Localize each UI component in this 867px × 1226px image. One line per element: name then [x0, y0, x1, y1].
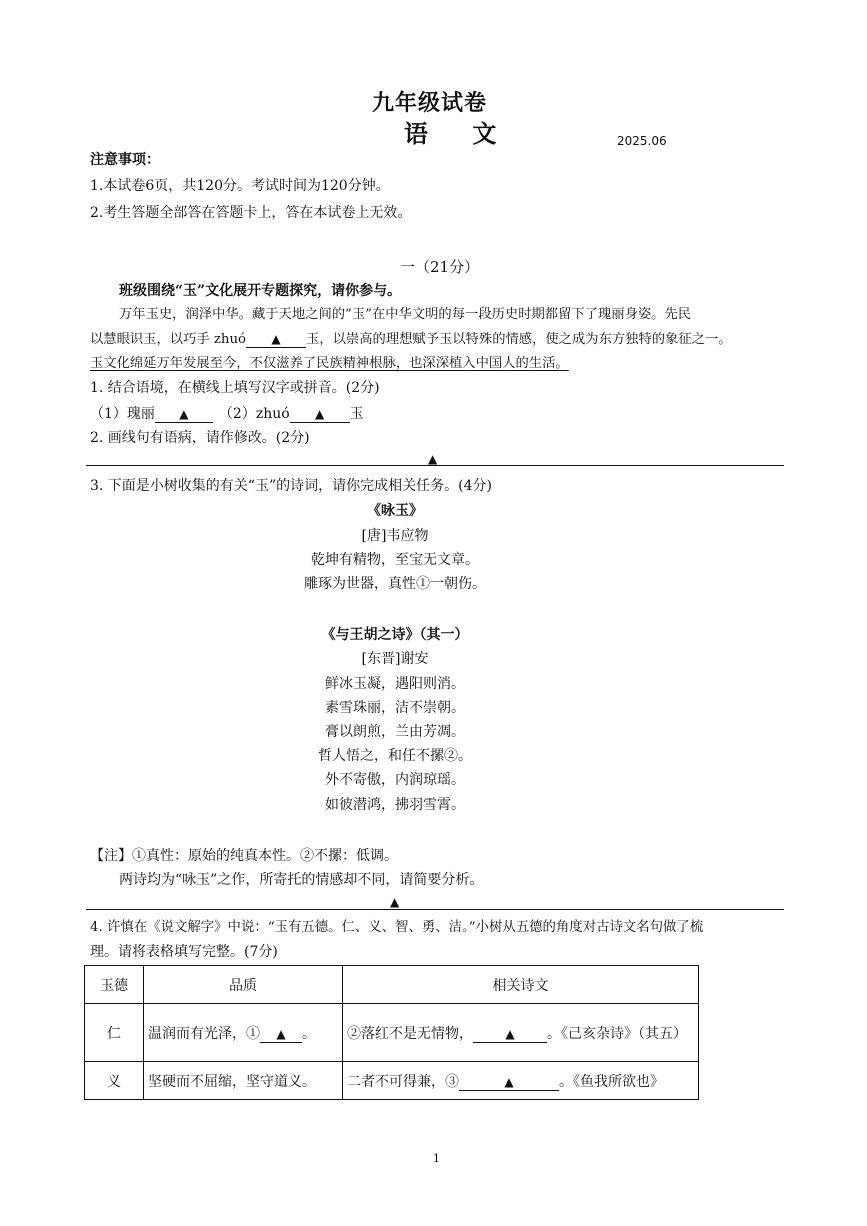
passage-line-2	[90, 330, 732, 350]
answer-blank-1[interactable]	[260, 1027, 302, 1043]
table-cell-quality: 温润而有光泽，① ▲ 。	[144, 1004, 343, 1062]
passage-blank	[246, 332, 306, 348]
q2-answer-mark: ▲	[428, 452, 438, 466]
blank-mark: ▲	[276, 1026, 286, 1041]
q1-part1-label: （1）瑰丽	[90, 406, 155, 422]
page-number: 1	[433, 1152, 440, 1165]
table-cell-quality: 坚硬而不屈缩，坚守道义。	[144, 1062, 343, 1100]
table-row	[85, 1004, 699, 1062]
passage-line-2-start: 以慧眼识玉，以巧手 zhuó	[90, 332, 247, 347]
q1-part2-label: （2）zhuó	[218, 406, 290, 422]
poem1-line-2: 雕琢为世器，真性①一朝伤。	[304, 576, 486, 592]
table-header-virtue: 玉德	[85, 966, 144, 1004]
poem2-line-3: 膏以朗煎，兰由芳凋。	[325, 724, 465, 740]
table-header-poem: 相关诗文	[343, 966, 699, 1004]
poem2-line-4: 哲人悟之，和任不摞②。	[318, 748, 472, 764]
table-header-row	[85, 966, 699, 1004]
table-header-quality: 品质	[144, 966, 343, 1004]
table-cell-poem	[343, 1062, 699, 1100]
passage-line-3-underlined: 玉文化绵延万年发展至今，不仅滋养了民族精神根脉，也深深植入中国人的生活。	[90, 356, 569, 371]
exam-subject: 语 文	[404, 119, 515, 148]
table-cell-poem	[343, 1004, 699, 1062]
table-cell-virtue: 义	[85, 1062, 144, 1100]
poem1-title: 《咏玉》	[367, 503, 423, 519]
poem-text-b: 。《己亥杂诗》（其五）	[547, 1025, 687, 1042]
notes-heading: 注意事项：	[90, 152, 160, 168]
poem2-line-2: 素雪珠丽，洁不崇朝。	[325, 700, 465, 716]
q2-answer-line[interactable]	[86, 465, 784, 466]
exam-date: 2025.06	[617, 134, 667, 148]
q1-part1-blank[interactable]	[155, 407, 213, 423]
poem1-author: [唐]韦应物	[361, 528, 429, 544]
q2-prompt: 2. 画线句有语病，请作修改。(2分)	[90, 430, 310, 446]
blank-mark: ▲	[505, 1026, 515, 1041]
blank-mark: ▲	[179, 407, 189, 421]
passage-line-1: 万年玉史，润泽中华。藏于天地之间的“玉”在中华文明的每一段历史时期都留下了瑰丽身姿。先民	[119, 307, 692, 322]
q1-answers	[90, 404, 364, 424]
notes-item-2: 2.考生答题全部答在答题卡上，答在本试卷上无效。	[90, 205, 412, 221]
poem-text-a: ②落红不是无情物，	[347, 1025, 473, 1042]
q1-prompt: 1. 结合语境，在横线上填写汉字或拼音。(2分)	[90, 380, 380, 396]
blank-mark: ▲	[504, 1074, 514, 1089]
blank-mark: ▲	[315, 407, 325, 421]
poem1-line-1: 乾坤有精物，至宝无文章。	[311, 552, 479, 568]
q1-part2-blank[interactable]	[290, 407, 350, 423]
exam-title: 九年级试卷	[372, 90, 488, 116]
table-cell-virtue: 仁	[85, 1004, 144, 1062]
poem2-line-6: 如彼潜鸿，拂羽雪霄。	[325, 797, 465, 813]
poem-text-a: 二者不可得兼，③	[347, 1073, 459, 1090]
passage-line-2-end: 玉，以崇高的理想赋予玉以特殊的情感，使之成为东方独特的象征之一。	[306, 332, 732, 347]
q4-prompt-line-2: 理。请将表格填写完整。(7分)	[90, 944, 278, 960]
poem-text-b: 。《鱼我所欲也》	[559, 1073, 664, 1090]
section-heading: 一（21分）	[400, 258, 480, 276]
poem2-author: [东晋]谢安	[361, 651, 429, 667]
answer-blank-3[interactable]	[459, 1075, 559, 1091]
poem2-line-5: 外不寄傲，内润琼瑶。	[325, 772, 465, 788]
quality-text: 温润而有光泽，①	[148, 1025, 260, 1042]
q3-task: 两诗均为“咏玉”之作，所寄托的情感却不同，请简要分析。	[119, 872, 484, 888]
q3-answer-line[interactable]	[86, 909, 784, 910]
section-intro: 班级围绕“玉”文化展开专题探究，请你参与。	[119, 283, 402, 299]
answer-blank-2[interactable]	[473, 1027, 547, 1043]
blank-mark: ▲	[271, 332, 281, 346]
notes-item-1: 1.本试卷6页，共120分。考试时间为120分钟。	[90, 178, 390, 194]
q3-answer-mark: ▲	[390, 895, 400, 909]
q3-note: 【注】①真性：原始的纯真本性。②不摞：低调。	[90, 848, 398, 864]
q4-prompt-line-1: 4. 许慎在《说文解字》中说：“玉有五德。仁、义、智、勇、洁。”小树从五德的角度对古诗文名句做了梳	[90, 920, 704, 935]
virtue-table	[84, 965, 699, 1100]
q3-prompt: 3. 下面是小树收集的有关“玉”的诗词，请你完成相关任务。(4分)	[90, 478, 492, 494]
poem2-line-1: 鲜冰玉凝，遇阳则消。	[325, 676, 465, 692]
q1-part2-tail: 玉	[349, 406, 364, 422]
poem2-title: 《与王胡之诗》（其一）	[321, 627, 469, 643]
table-row	[85, 1062, 699, 1100]
